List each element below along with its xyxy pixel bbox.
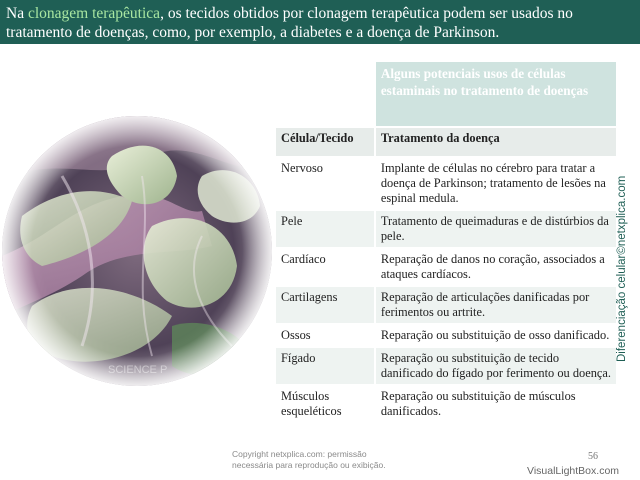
header-text-before: Na [6, 5, 28, 22]
table-row [276, 347, 616, 385]
micrograph-image [2, 116, 272, 386]
watermark: VisualLightBox.com [527, 465, 620, 477]
table-caption-row [276, 62, 616, 127]
copyright-notice: Copyright netxplica.com: permissão necessária para reprodução ou exibição. [232, 449, 386, 470]
column-header-tissue: Célula/Tecido [276, 127, 375, 157]
table-row [276, 286, 616, 324]
treatment-cell: Reparação ou substituição de osso danificado. [375, 324, 616, 347]
table-caption: Alguns potenciais usos de células estaminais no tratamento de doenças [375, 62, 616, 127]
tissue-cell: Cartilagens [276, 286, 375, 324]
tissue-cell: Cardíaco [276, 248, 375, 286]
table-row [276, 210, 616, 248]
column-header-treatment: Tratamento da doença [375, 127, 616, 157]
table-row [276, 157, 616, 210]
treatment-cell: Implante de células no cérebro para tratar a doença de Parkinson; tratamento de lesões na espinal medula. [375, 157, 616, 210]
tissue-cell: Ossos [276, 324, 375, 347]
header-highlight: clonagem terapêutica [27, 5, 161, 22]
caption-spacer [276, 62, 375, 127]
header-text-after: , os tecidos obtidos por clonagem terapêutica podem ser usados no tratamento de doenças, como, por exemplo, a diabetes e a doença de Parkinson. [6, 5, 573, 41]
tissue-cell: Nervoso [276, 157, 375, 210]
stem-cell-uses-table [276, 62, 616, 424]
treatment-cell: Reparação ou substituição de tecido danificado do fígado por ferimento ou doença. [375, 347, 616, 385]
table-row [276, 324, 616, 347]
tissue-cell: Pele [276, 210, 375, 248]
tissue-cell: Fígado [276, 347, 375, 385]
table-row [276, 248, 616, 286]
tissue-cell: Músculos esqueléticos [276, 385, 375, 423]
stem-cell-micrograph [2, 116, 272, 386]
treatment-cell: Reparação ou substituição de músculos danificados. [375, 385, 616, 423]
table-header-row [276, 127, 616, 157]
slide-header [0, 0, 640, 44]
page-number: 56 [588, 451, 598, 462]
treatment-cell: Tratamento de queimaduras e de distúrbios da pele. [375, 210, 616, 248]
side-credit: Diferenciação celular©netxplica.com [616, 175, 628, 362]
treatment-cell: Reparação de danos no coração, associados a ataques cardíacos. [375, 248, 616, 286]
treatment-cell: Reparação de articulações danificadas por ferimentos ou artrite. [375, 286, 616, 324]
header-text [6, 4, 634, 42]
table-row [276, 385, 616, 423]
